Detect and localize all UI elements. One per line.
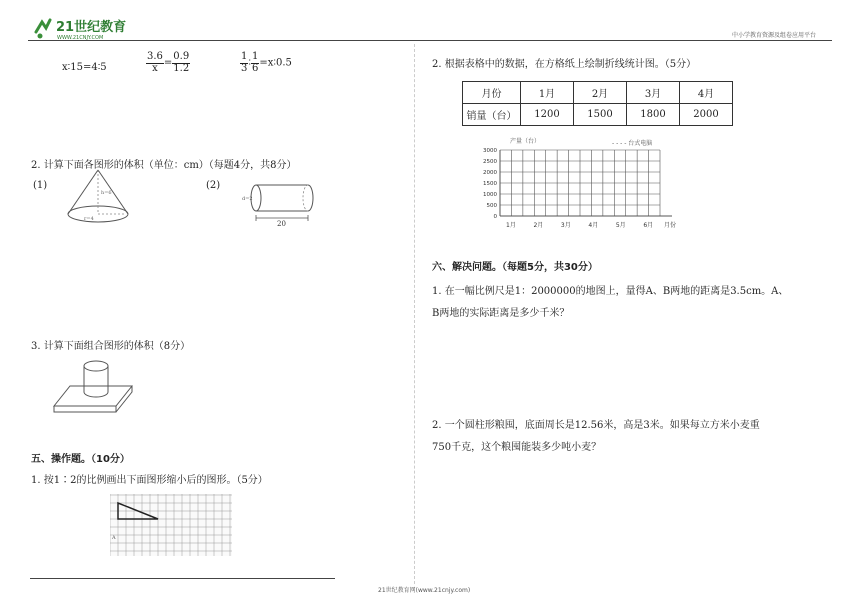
x-tick-label: 1月 bbox=[506, 222, 516, 229]
problem-2-line-1: 2. 一个圆柱形粮囤，底面周长是12.56米，高是3米。如果每立方米小麦重 bbox=[432, 420, 760, 431]
equals-sign: = bbox=[163, 57, 173, 69]
y-tick-label: 3000 bbox=[483, 148, 497, 154]
table-cell: 4月 bbox=[680, 82, 733, 104]
numerator: 0.9 bbox=[173, 51, 190, 62]
x-tick-label: 5月 bbox=[615, 222, 626, 229]
x-axis-label: 月份 bbox=[664, 222, 677, 229]
table-cell: 销量（台） bbox=[463, 104, 521, 126]
x-tick-label: 4月 bbox=[588, 222, 599, 229]
footer-text: 21世纪教育网(www.21cnjy.com) bbox=[378, 587, 471, 594]
section-6-title: 六、解决问题。（每题5分，共30分） bbox=[432, 262, 598, 273]
composite-solid-figure bbox=[50, 356, 140, 420]
x-tick-label: 3月 bbox=[560, 222, 571, 229]
x-tick-label: 2月 bbox=[533, 222, 544, 229]
numerator: 3.6 bbox=[147, 51, 163, 62]
y-tick-label: 0 bbox=[493, 214, 497, 220]
problem-1-line-2: B两地的实际距离是多少千米？ bbox=[432, 308, 570, 319]
table-cell: 1月 bbox=[521, 82, 574, 104]
header-platform-text: 中小学教育资源及组卷应用平台 bbox=[731, 32, 816, 39]
chart-ylabel: 产量（台） bbox=[510, 138, 541, 145]
logo-text: 21世纪教育 bbox=[56, 20, 127, 35]
y-tick-label: 500 bbox=[486, 203, 497, 209]
denominator: x bbox=[152, 62, 158, 74]
grid-paper-figure bbox=[110, 494, 232, 560]
section-5-question-1: 1. 按1∶2的比例画出下面图形缩小后的图形。（5分） bbox=[31, 475, 268, 486]
cone-height-label: h=6 bbox=[101, 190, 112, 196]
chart-grid-lines bbox=[500, 150, 672, 216]
site-logo bbox=[32, 14, 152, 42]
table-cell: 1200 bbox=[521, 104, 574, 126]
problem-1-line-1: 1. 在一幅比例尺是1：2000000的地图上，量得A、B两地的距离是3.5cm。A、 bbox=[432, 286, 789, 297]
denominator: 1.2 bbox=[173, 62, 190, 74]
footer-divider bbox=[30, 578, 335, 579]
grid-label: A bbox=[112, 535, 116, 541]
line-chart-grid bbox=[462, 136, 702, 238]
equation-1: x∶15=4∶5 bbox=[62, 62, 107, 73]
cylinder-length-label: 20 bbox=[277, 220, 286, 228]
cone-radius-label: r=4 bbox=[84, 216, 94, 222]
table-row bbox=[463, 104, 733, 126]
y-tick-label: 1500 bbox=[483, 181, 497, 187]
table-cell: 2000 bbox=[680, 104, 733, 126]
equation-2 bbox=[146, 52, 190, 74]
chart-legend: - - - - 台式电脑 bbox=[612, 140, 653, 147]
cylinder-diameter-label: d=2 bbox=[242, 196, 253, 202]
table-cell: 1500 bbox=[574, 104, 627, 126]
table-row bbox=[463, 82, 733, 104]
column-divider bbox=[414, 44, 415, 584]
question-2-label-2: (2) bbox=[206, 180, 221, 191]
problem-2-line-2: 750千克，这个粮囤能装多少吨小麦？ bbox=[432, 442, 602, 453]
numerator: 1 bbox=[251, 51, 259, 62]
equation-2-fraction-left bbox=[146, 52, 164, 74]
ratio-sign: ∶ bbox=[248, 57, 251, 69]
y-tick-label: 1000 bbox=[483, 192, 497, 198]
x-tick-label: 6月 bbox=[643, 222, 654, 229]
equation-3 bbox=[240, 52, 292, 74]
denominator: 3 bbox=[241, 62, 248, 74]
logo-subtext: WWW.21CNJY.COM bbox=[57, 35, 104, 41]
header-divider bbox=[28, 40, 832, 41]
chart-ticks bbox=[483, 148, 676, 229]
cylinder-figure bbox=[240, 180, 320, 234]
question-3-title: 3. 计算下面组合图形的体积（8分） bbox=[31, 341, 191, 352]
table-cell: 3月 bbox=[627, 82, 680, 104]
equation-3-rest: =x∶0.5 bbox=[259, 57, 292, 69]
equation-2-fraction-right bbox=[172, 52, 190, 74]
question-2-label-1: (1) bbox=[33, 180, 48, 191]
table-cell: 1800 bbox=[627, 104, 680, 126]
cone-figure bbox=[62, 166, 132, 230]
y-tick-label: 2500 bbox=[483, 159, 497, 165]
right-question-2-title: 2. 根据表格中的数据，在方格纸上绘制折线统计图。（5分） bbox=[432, 59, 697, 70]
table-cell: 2月 bbox=[574, 82, 627, 104]
table-cell: 月份 bbox=[463, 82, 521, 104]
numerator: 1 bbox=[241, 51, 248, 62]
denominator: 6 bbox=[251, 62, 259, 74]
y-tick-label: 2000 bbox=[483, 170, 497, 176]
section-5-title: 五、操作题。（10分） bbox=[31, 454, 130, 465]
sales-table bbox=[462, 81, 733, 126]
question-2-title: 2. 计算下面各图形的体积（单位：cm）（每题4分，共8分） bbox=[31, 160, 297, 171]
